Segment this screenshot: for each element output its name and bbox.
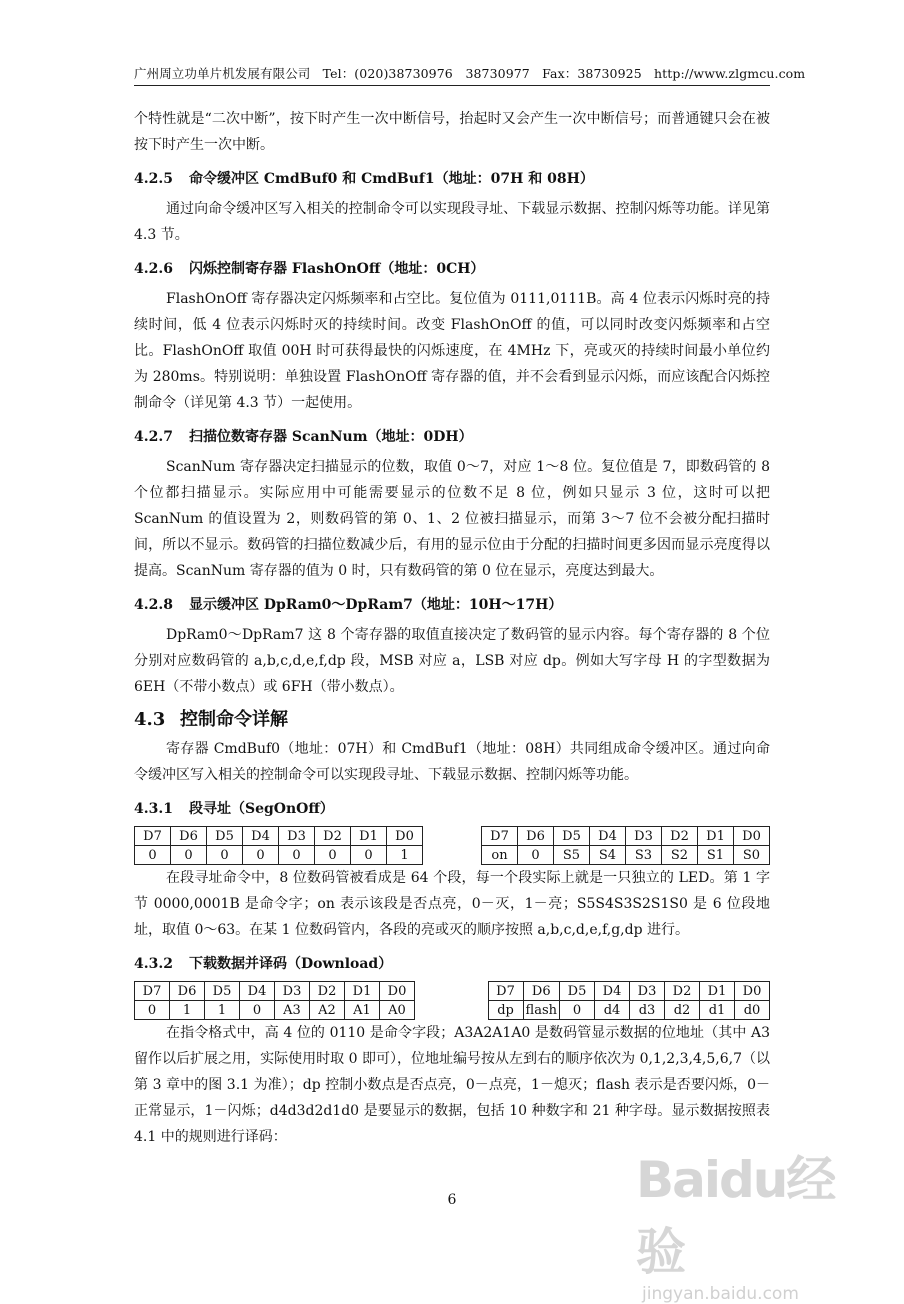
section-4-2-6-heading: 4.2.6 闪烁控制寄存器 FlashOnOff（地址：0CH） xyxy=(134,261,485,277)
watermark-logo: Baidu经验 xyxy=(636,1151,835,1281)
segonoff-byte2-table xyxy=(481,826,770,865)
section-4-2-7-body: ScanNum 寄存器决定扫描显示的位数，取值 0～7，对应 1～8 位。复位值是 7，即数码管的 8 个位都扫描显示。实际应用中可能需要显示的位数不足 8 位，例如只显示 3 位，这时可以把 ScanNum 的值设置为 2，则数码管的第 0、1、2 位被扫描显示，而第 3～7 位不会被分配扫描时间，所以不显示。数码管的扫描位数减少后，有用的显示位由于分配的扫描时间更多因而显示亮度得以提高。ScanNum 寄存器的值为 0 时，只有数码管的第 0 位在显示，亮度达到最大。 xyxy=(134,459,770,579)
table-row: on 0 S5 S4 S3 S2 S1 S0 xyxy=(482,846,770,865)
section-4-2-5-body: 通过向命令缓冲区写入相关的控制命令可以实现段寻址、下载显示数据、控制闪烁等功能。详见第 4.3 节。 xyxy=(134,201,770,243)
section-4-2-5-heading: 4.2.5 命令缓冲区 CmdBuf0 和 CmdBuf1（地址：07H 和 08H） xyxy=(134,171,594,187)
header-fax: Fax：38730925 xyxy=(542,66,642,81)
table-header-row: D7 D6 D5 D4 D3 D2 D1 D0 xyxy=(488,982,769,1001)
section-4-3-body: 寄存器 CmdBuf0（地址：07H）和 CmdBuf1（地址：08H）共同组成命令缓冲区。通过向命令缓冲区写入相关的控制命令可以实现段寻址、下载显示数据、控制闪烁等功能。 xyxy=(134,741,770,783)
section-4-3-1-heading: 4.3.1 段寻址（SegOnOff） xyxy=(134,801,334,817)
download-format-tables xyxy=(134,981,770,1020)
section-4-3-2-body: 在指令格式中，高 4 位的 0110 是命令字段；A3A2A1A0 是数码管显示数据的位地址（其中 A3 留作以后扩展之用，实际使用时取 0 即可），位地址编号按从左到右的顺序依次为 0,1,2,3,4,5,6,7（以第 3 章中的图 3.1 为准）；dp 控制小数点是否点亮，0－点亮，1－熄灭；flash 表示是否要闪烁，0－正常显示，1－闪烁；d4d3d2d1d0 是要显示的数据，包括 10 种数字和 21 种字母。显示数据按照表 4.1 中的规则进行译码： xyxy=(134,1025,770,1145)
section-4-3-1-body: 在段寻址命令中，8 位数码管被看成是 64 个段，每一个段实际上就是一只独立的 LED。第 1 字节 0000,0001B 是命令字；on 表示该段是否点亮，0－灭，1－亮；S5S4S3S2S1S0 是 6 位段地址，取值 0～63。在某 1 位数码管内，各段的亮或灭的顺序按照 a,b,c,d,e,f,g,dp 进行。 xyxy=(134,870,770,938)
header-tel: Tel：(020)38730976 38730977 xyxy=(322,66,530,81)
header-url: http://www.zlgmcu.com xyxy=(654,66,806,81)
table-row: 0 0 0 0 0 0 0 1 xyxy=(135,846,423,865)
table-header-row: D7 D6 D5 D4 D3 D2 D1 D0 xyxy=(135,982,415,1001)
table-row: 0 1 1 0 A3 A2 A1 A0 xyxy=(135,1001,415,1020)
download-byte1-table xyxy=(134,981,415,1020)
intro-paragraph: 个特性就是“二次中断”，按下时产生一次中断信号，抬起时又会产生一次中断信号；而普通键只会在被按下时产生一次中断。 xyxy=(134,111,770,153)
table-header-row: D7 D6 D5 D4 D3 D2 D1 D0 xyxy=(482,827,770,846)
header-company: 广州周立功单片机发展有限公司 xyxy=(134,66,311,81)
section-4-3-heading: 4.3 控制命令详解 xyxy=(134,709,288,730)
section-4-2-8-body: DpRam0～DpRam7 这 8 个寄存器的取值直接决定了数码管的显示内容。每个寄存器的 8 个位分别对应数码管的 a,b,c,d,e,f,dp 段，MSB 对应 a，LSB 对应 dp。例如大写字母 H 的字型数据为 6EH（不带小数点）或 6FH（带小数点）。 xyxy=(134,627,770,695)
page-header xyxy=(134,64,806,86)
table-header-row: D7 D6 D5 D4 D3 D2 D1 D0 xyxy=(135,827,423,846)
section-4-2-8-heading: 4.2.8 显示缓冲区 DpRam0～DpRam7（地址：10H～17H） xyxy=(134,597,563,613)
segonoff-byte1-table xyxy=(134,826,423,865)
page-content xyxy=(134,106,770,1150)
section-4-2-7-heading: 4.2.7 扫描位数寄存器 ScanNum（地址：0DH） xyxy=(134,429,473,445)
table-row: dp flash 0 d4 d3 d2 d1 d0 xyxy=(488,1001,769,1020)
section-4-2-6-body: FlashOnOff 寄存器决定闪烁频率和占空比。复位值为 0111,0111B。高 4 位表示闪烁时亮的持续时间，低 4 位表示闪烁时灭的持续时间。改变 FlashOnOff 的值，可以同时改变闪烁频率和占空比。FlashOnOff 取值 00H 时可获得最快的闪烁速度，在 4MHz 下，亮或灭的持续时间最小单位约为 280ms。特别说明：单独设置 FlashOnOff 寄存器的值，并不会看到显示闪烁，而应该配合闪烁控制命令（详见第 4.3 节）一起使用。 xyxy=(134,291,770,411)
download-byte2-table xyxy=(488,981,770,1020)
segonoff-format-tables xyxy=(134,826,770,865)
watermark-url: jingyan.baidu.com xyxy=(642,1284,799,1304)
section-4-3-2-heading: 4.3.2 下载数据并译码（Download） xyxy=(134,956,393,972)
page-number: 6 xyxy=(447,1192,457,1208)
baidu-jingyan-watermark xyxy=(636,1140,856,1304)
